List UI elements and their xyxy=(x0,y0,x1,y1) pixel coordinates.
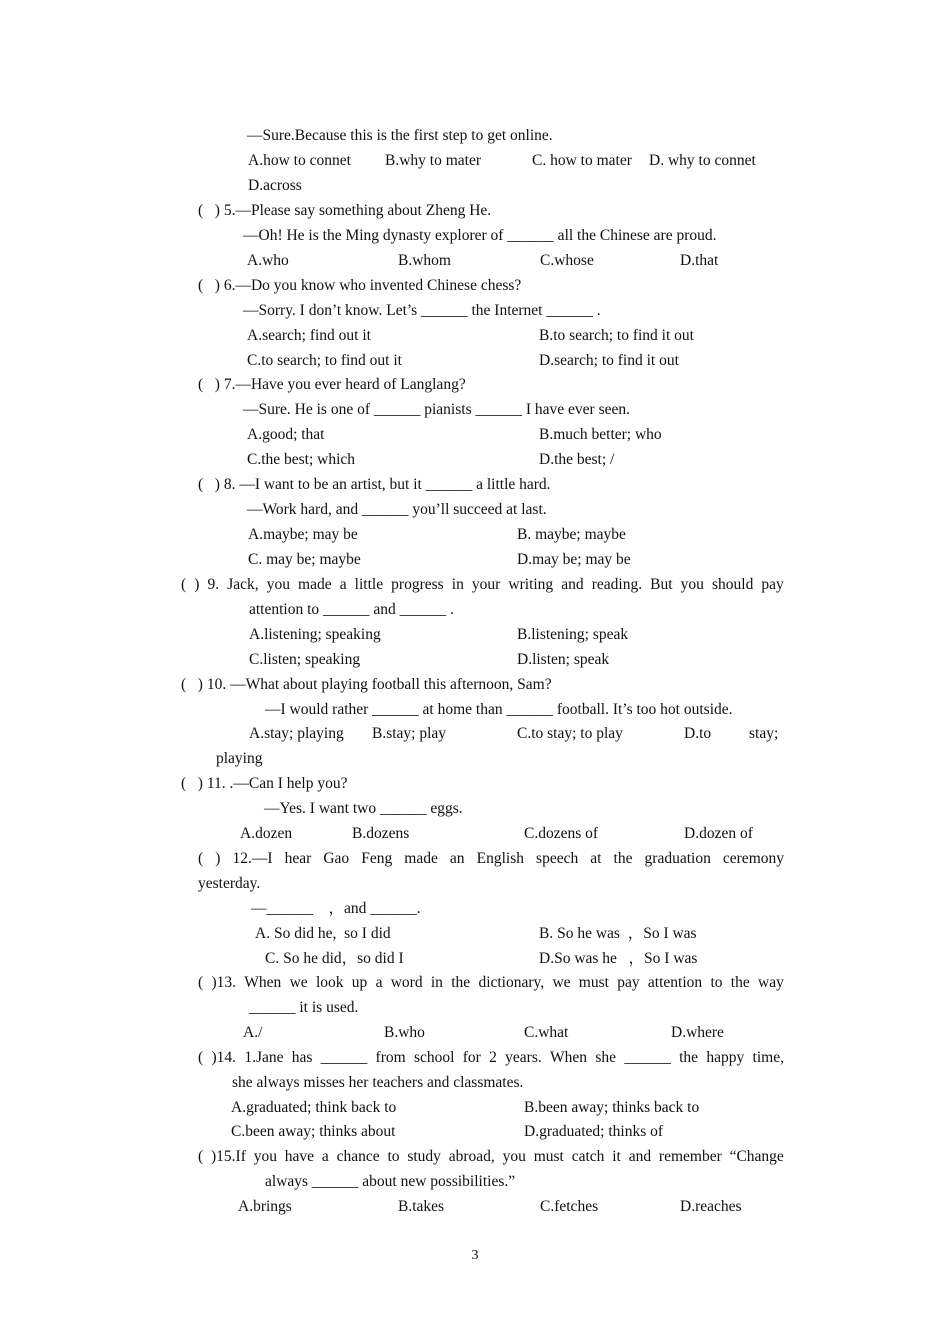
q15-word: remember xyxy=(658,1148,722,1165)
q9-question-line1 xyxy=(181,575,784,595)
q11-option-b: B.dozens xyxy=(352,825,410,842)
q10-option-d: D.to xyxy=(684,725,712,742)
q13-word: a xyxy=(375,974,383,991)
q13-word: word xyxy=(390,974,423,991)
q9-word: a xyxy=(339,576,347,593)
q13-word: we xyxy=(289,974,308,991)
q7-option-a: A.good; that xyxy=(247,426,325,443)
q14-option-b: B.been away; thinks back to xyxy=(524,1099,700,1116)
q11-answer: —Yes. I want two ______ eggs. xyxy=(264,800,463,817)
q12-word: speech xyxy=(536,850,579,867)
q5-option-c: C.whose xyxy=(540,252,594,269)
q12-option-a: A. So did he, so I did xyxy=(255,925,391,942)
q15-word: chance xyxy=(336,1148,380,1165)
q14-word: ( xyxy=(198,1049,204,1066)
q15-word: ( xyxy=(198,1148,204,1165)
page-number: 3 xyxy=(471,1248,479,1263)
q15-option-c: C.fetches xyxy=(540,1198,599,1215)
q15-word: must xyxy=(533,1148,564,1165)
q15-word: you xyxy=(253,1148,277,1165)
q13-question-line2: ______ it is used. xyxy=(249,999,359,1016)
q5-option-b: B.whom xyxy=(398,252,451,269)
q12-word: 12.—I xyxy=(232,850,273,867)
q12-question-line2: yesterday. xyxy=(198,875,261,892)
q13-word: to xyxy=(710,974,723,991)
q13-word: )13. xyxy=(211,974,236,991)
q9-word: reading. xyxy=(591,576,643,593)
q13-word: When xyxy=(244,974,282,991)
q13-word: we xyxy=(552,974,571,991)
q13-option-b: B.who xyxy=(384,1024,425,1041)
q14-option-a: A.graduated; think back to xyxy=(231,1099,397,1116)
q13-word: must xyxy=(578,974,609,991)
q13-option-a: A./ xyxy=(243,1024,263,1041)
q14-option-d: D.graduated; thinks of xyxy=(524,1123,664,1140)
q15-word: you xyxy=(502,1148,526,1165)
q12-word: ceremony xyxy=(722,850,784,867)
q14-word: time, xyxy=(752,1049,784,1066)
q5-question: ( ) 5.—Please say something about Zheng He. xyxy=(198,202,492,219)
q13-word: the xyxy=(451,974,471,991)
q5-answer: —Oh! He is the Ming dynasty explorer of ______ all the Chinese are proud. xyxy=(243,227,717,244)
q13-word: ( xyxy=(198,974,204,991)
q12-word: ( xyxy=(198,850,204,867)
q13-word: attention xyxy=(647,974,703,991)
q13-word: the xyxy=(730,974,750,991)
q14-option-c: C.been away; thinks about xyxy=(231,1123,396,1140)
q12-word: made xyxy=(404,850,438,867)
q12-word: hear xyxy=(284,850,312,867)
q5-option-d: D.that xyxy=(680,252,719,269)
q15-option-a: A.brings xyxy=(238,1198,292,1215)
q12-word: at xyxy=(590,850,602,867)
q6-option-c: C.to search; to find out it xyxy=(247,352,402,369)
q12-answer: —______ ，and ______. xyxy=(251,900,421,917)
q9-option-a: A.listening; speaking xyxy=(249,626,381,643)
q12-word: ) xyxy=(215,850,221,867)
q10-option-d-wrap: playing xyxy=(216,750,263,767)
q13-word: look xyxy=(315,974,344,991)
q10-option-c: C.to stay; to play xyxy=(517,725,623,742)
q13-word: in xyxy=(430,974,443,991)
q9-word: in xyxy=(451,576,464,593)
q12-option-b: B. So he was ，So I was xyxy=(539,925,697,942)
q15-word: “Change xyxy=(729,1148,784,1165)
q8-option-d: D.may be; may be xyxy=(517,551,631,568)
q7-option-d: D.the best; / xyxy=(539,451,615,468)
q14-word: for xyxy=(462,1049,481,1066)
q9-word: writing xyxy=(508,576,554,593)
q9-word: pay xyxy=(761,576,784,593)
q14-word: the xyxy=(679,1049,699,1066)
q15-word: it xyxy=(612,1148,621,1165)
q11-option-a: A.dozen xyxy=(240,825,293,842)
q9-word: you xyxy=(266,576,290,593)
q4-option-b: B.why to mater xyxy=(385,152,481,169)
q9-word: made xyxy=(298,576,332,593)
q12-word: graduation xyxy=(644,850,711,867)
q11-question: ( ) 11. .—Can I help you? xyxy=(181,775,348,792)
q14-word: 1.Jane xyxy=(244,1049,284,1066)
q14-word: When xyxy=(550,1049,588,1066)
q10-answer: —I would rather ______ at home than ______ football. It’s too hot outside. xyxy=(265,701,733,718)
q4-option-c: C. how to mater xyxy=(532,152,632,169)
q8-option-b: B. maybe; maybe xyxy=(517,526,626,543)
q9-word: But xyxy=(650,576,673,593)
q14-word: 2 xyxy=(489,1049,497,1066)
q10-question: ( ) 10. —What about playing football this afternoon, Sam? xyxy=(181,676,552,693)
q6-question: ( ) 6.—Do you know who invented Chinese chess? xyxy=(198,277,522,294)
q14-word: ______ xyxy=(320,1049,368,1066)
q9-word: little xyxy=(354,576,384,593)
q12-word: Gao xyxy=(323,850,350,867)
q10-option-a: A.stay; playing xyxy=(249,725,344,742)
q13-word: pay xyxy=(617,974,640,991)
q9-word: and xyxy=(561,576,584,593)
q12-question-line1 xyxy=(198,849,784,869)
q14-word: school xyxy=(413,1049,455,1066)
q15-word: study xyxy=(407,1148,441,1165)
q14-word: happy xyxy=(706,1049,745,1066)
q9-option-b: B.listening; speak xyxy=(517,626,629,643)
q10-option-d-cont: stay; xyxy=(749,725,779,742)
q6-option-a: A.search; find out it xyxy=(247,327,371,344)
q9-word: ( xyxy=(181,576,187,593)
q4-option-d: D. why to connet xyxy=(649,152,756,169)
q7-option-c: C.the best; which xyxy=(247,451,356,468)
q11-option-c: C.dozens of xyxy=(524,825,599,842)
q13-question-line1 xyxy=(198,973,784,993)
q9-word: 9. xyxy=(207,576,220,593)
q9-word: Jack, xyxy=(227,576,259,593)
q14-question-line1 xyxy=(198,1048,784,1068)
q13-word: way xyxy=(758,974,784,991)
q15-word: catch xyxy=(571,1148,605,1165)
q15-word: and xyxy=(628,1148,652,1165)
q4-answer: —Sure.Because this is the first step to get online. xyxy=(247,127,553,144)
q12-word: Feng xyxy=(361,850,393,867)
q9-word: your xyxy=(471,576,501,593)
q13-option-c: C.what xyxy=(524,1024,569,1041)
q15-word: )15.If xyxy=(211,1148,246,1165)
q9-question-line2: attention to ______ and ______ . xyxy=(249,601,454,618)
q9-option-d: D.listen; speak xyxy=(517,651,610,668)
q14-word: from xyxy=(375,1049,406,1066)
q6-option-b: B.to search; to find it out xyxy=(539,327,694,344)
q5-option-a: A.who xyxy=(247,252,289,269)
q10-option-b: B.stay; play xyxy=(372,725,447,742)
q8-answer: —Work hard, and ______ you’ll succeed at last. xyxy=(247,501,547,518)
q14-word: has xyxy=(291,1049,313,1066)
q8-question: ( ) 8. —I want to be an artist, but it ______ a little hard. xyxy=(198,476,551,493)
q9-option-c: C.listen; speaking xyxy=(249,651,361,668)
q9-word: ) xyxy=(194,576,200,593)
q15-word: to xyxy=(387,1148,400,1165)
q15-word: abroad, xyxy=(448,1148,495,1165)
q15-question-line1 xyxy=(198,1147,784,1167)
q12-option-d: D.So was he ，So I was xyxy=(539,950,698,967)
q6-option-d: D.search; to find it out xyxy=(539,352,679,369)
q9-word: progress xyxy=(391,576,444,593)
q14-word: )14. xyxy=(211,1049,237,1066)
q12-word: an xyxy=(449,850,465,867)
q15-word: a xyxy=(321,1148,329,1165)
q15-word: have xyxy=(284,1148,315,1165)
q14-question-line2: she always misses her teachers and classmates. xyxy=(232,1074,524,1091)
q4-option-a: A.how to connet xyxy=(248,152,351,169)
q7-answer: —Sure. He is one of ______ pianists ______ I have ever seen. xyxy=(243,401,630,418)
q12-word: the xyxy=(613,850,633,867)
q9-word: should xyxy=(711,576,754,593)
q13-option-d: D.where xyxy=(671,1024,724,1041)
q12-word: English xyxy=(476,850,524,867)
q15-option-b: B.takes xyxy=(398,1198,445,1215)
q7-option-b: B.much better; who xyxy=(539,426,662,443)
q8-option-c: C. may be; maybe xyxy=(248,551,361,568)
q14-word: ______ xyxy=(624,1049,671,1066)
q13-word: up xyxy=(351,974,368,991)
q8-option-a: A.maybe; may be xyxy=(248,526,358,543)
q15-question-line2: always ______ about new possibilities.” xyxy=(265,1173,516,1190)
q14-word: she xyxy=(595,1049,617,1066)
q9-word: you xyxy=(680,576,704,593)
q14-word: years. xyxy=(505,1049,542,1066)
q15-option-d: D.reaches xyxy=(680,1198,742,1215)
q12-option-c: C. So he did，so did I xyxy=(265,950,404,967)
q7-question: ( ) 7.—Have you ever heard of Langlang? xyxy=(198,376,466,393)
q6-answer: —Sorry. I don’t know. Let’s ______ the Internet ______ . xyxy=(243,302,601,319)
q4-option-extra: D.across xyxy=(248,177,302,194)
q13-word: dictionary, xyxy=(478,974,545,991)
q11-option-d: D.dozen of xyxy=(684,825,753,842)
